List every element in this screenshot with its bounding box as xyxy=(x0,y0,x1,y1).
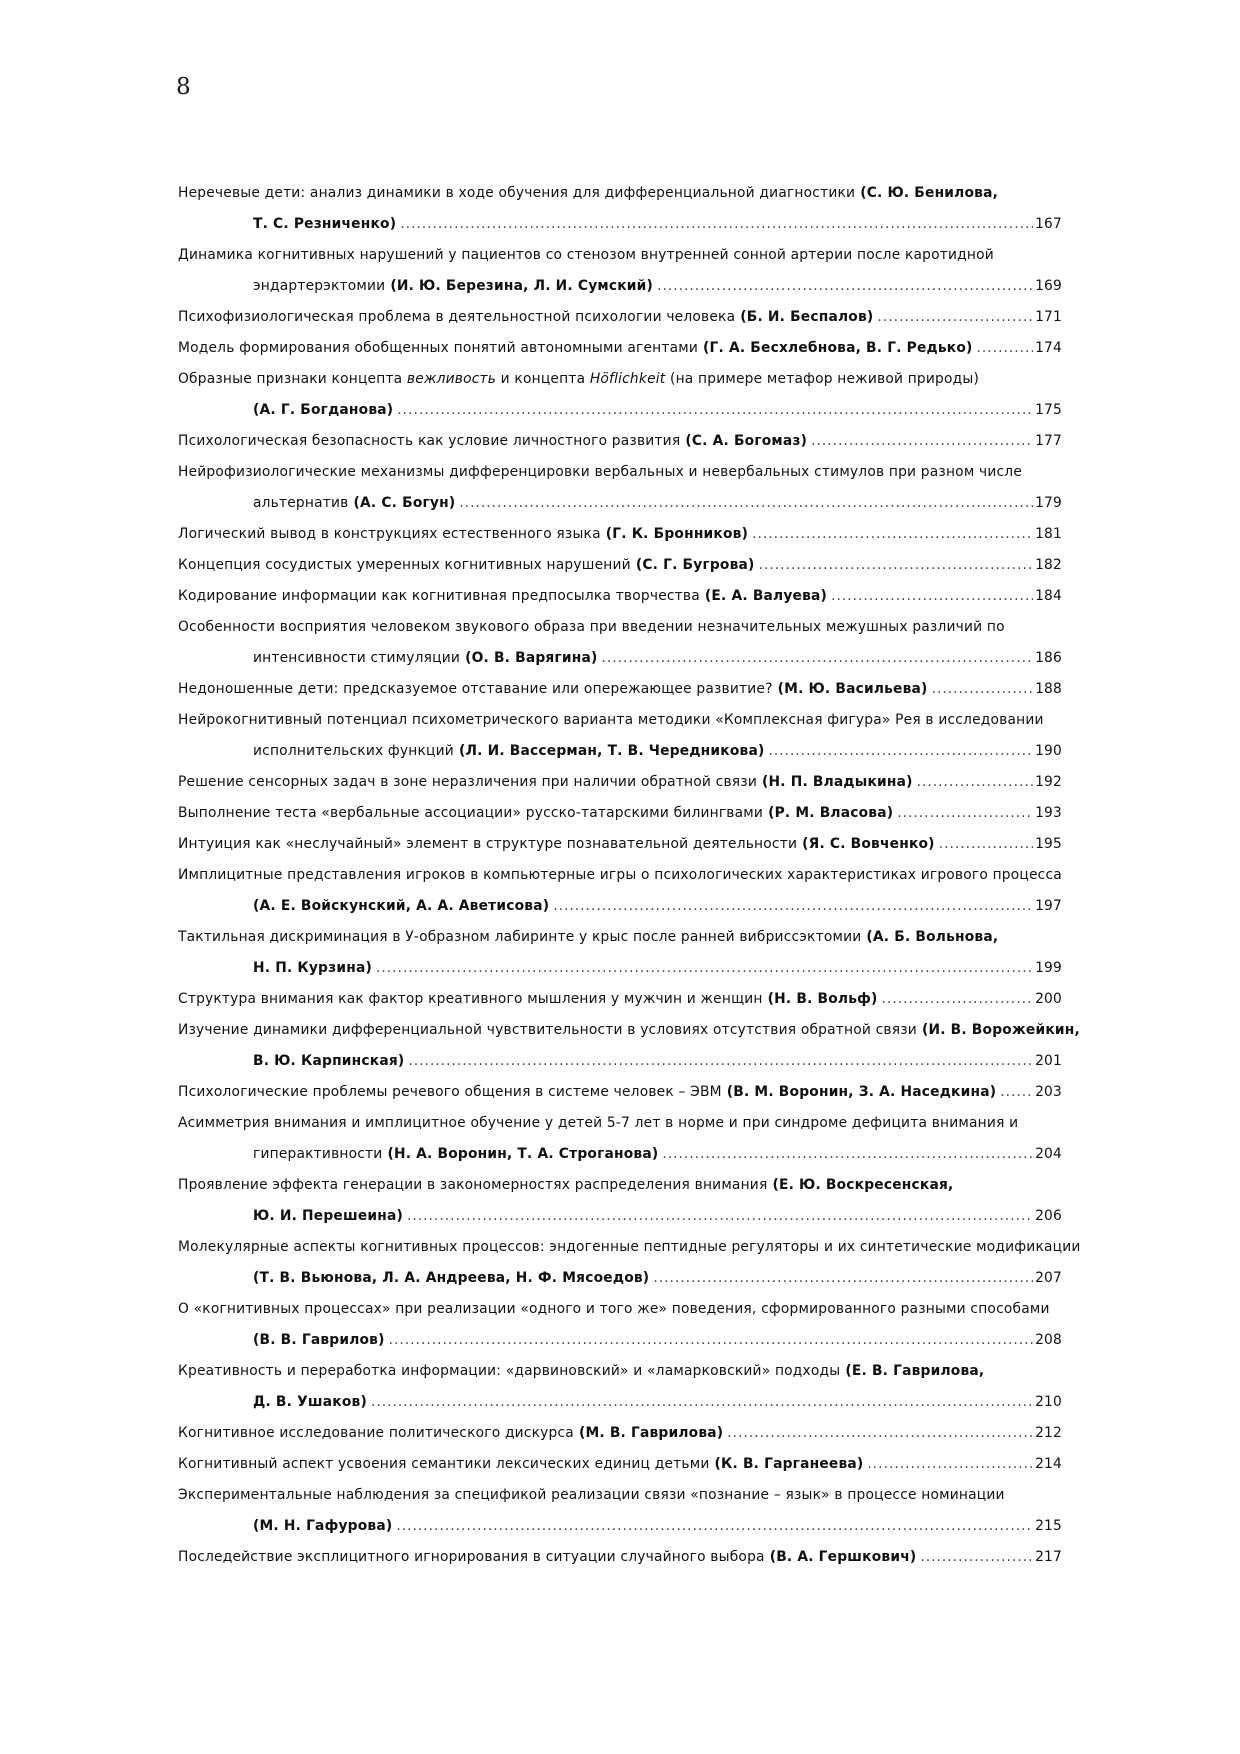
entry-title: Концепция сосудистых умеренных когнитивных нарушений xyxy=(178,557,631,573)
toc-entry[interactable] xyxy=(178,426,1062,457)
entry-authors-part: (С. Ю. Бенилова, xyxy=(860,185,999,201)
entry-authors: (Я. С. Вовченко) xyxy=(802,836,935,852)
leader-dots xyxy=(768,736,1033,767)
entry-page-number: 179 xyxy=(1035,495,1062,511)
leader-dots xyxy=(1000,1077,1033,1108)
entry-title: Кодирование информации как когнитивная предпосылка творчества xyxy=(178,588,700,604)
entry-title: Когнитивный аспект усвоения семантики лексических единиц детьми xyxy=(178,1456,710,1472)
entry-title: Выполнение теста «вербальные ассоциации» русско-татарскими билингвами xyxy=(178,805,764,821)
entry-page-number: 200 xyxy=(1035,991,1062,1007)
page-number: 8 xyxy=(176,74,191,100)
entry-title: О «когнитивных процессах» при реализации «одного и того же» поведения, сформированного разными способами xyxy=(178,1301,1050,1317)
entry-authors: (М. В. Гаврилова) xyxy=(578,1425,724,1441)
entry-title: Психологические проблемы речевого общения в системе человек – ЭВМ xyxy=(178,1084,722,1100)
toc-entry[interactable] xyxy=(178,550,1062,581)
entry-authors: (Т. В. Вьюнова, Л. А. Андреева, Н. Ф. Мясоедов) xyxy=(253,1270,650,1286)
entry-title: Проявление эффекта генерации в закономерностях распределения внимания xyxy=(178,1177,768,1193)
entry-title-continued: эндартерэктомии xyxy=(253,278,386,294)
entry-authors: (Г. К. Бронников) xyxy=(605,526,749,542)
leader-dots xyxy=(939,829,1033,860)
toc-entry[interactable] xyxy=(178,333,1062,364)
entry-authors: (О. В. Варягина) xyxy=(465,650,598,666)
entry-page-number: 188 xyxy=(1035,681,1062,697)
entry-title: Экспериментальные наблюдения за спецификой реализации связи «познание – язык» в процессе номинации xyxy=(178,1487,1005,1503)
leader-dots xyxy=(371,1387,1033,1418)
leader-dots xyxy=(396,1511,1033,1542)
entry-page-number: 217 xyxy=(1035,1549,1062,1565)
entry-authors: (К. В. Гарганеева) xyxy=(714,1456,864,1472)
entry-authors: (Р. М. Власова) xyxy=(768,805,894,821)
leader-dots xyxy=(759,550,1034,581)
leader-dots xyxy=(602,643,1034,674)
entry-page-number: 174 xyxy=(1035,340,1062,356)
entry-authors-part: (И. В. Ворожейкин, xyxy=(921,1022,1080,1038)
entry-title-continued: исполнительских функций xyxy=(253,743,454,759)
toc-entry[interactable] xyxy=(178,860,1062,922)
entry-authors: В. Ю. Карпинская) xyxy=(253,1053,405,1069)
entry-title: Недоношенные дети: предсказуемое отставание или опережающее развитие? xyxy=(178,681,773,697)
entry-authors: (А. Г. Богданова) xyxy=(253,402,394,418)
entry-title: Психологическая безопасность как условие личностного развития xyxy=(178,433,681,449)
toc-entry[interactable] xyxy=(178,1418,1062,1449)
entry-title: Особенности восприятия человеком звукового образа при введении незначительных межушных различий по xyxy=(178,619,1005,635)
entry-authors: (Г. А. Бесхлебнова, В. Г. Редько) xyxy=(703,340,973,356)
toc-entry[interactable] xyxy=(178,984,1062,1015)
entry-page-number: 175 xyxy=(1035,402,1062,418)
entry-page-number: 193 xyxy=(1035,805,1062,821)
leader-dots xyxy=(653,1263,1033,1294)
entry-title: Нейрокогнитивный потенциал психометрического варианта методики «Комплексная фигура» Рея в исследовании xyxy=(178,712,1044,728)
entry-title-continued: интенсивности стимуляции xyxy=(253,650,461,666)
entry-page-number: 207 xyxy=(1035,1270,1062,1286)
entry-title: Имплицитные представления игроков в компьютерные игры о психологических характеристиках игрового процесса xyxy=(178,867,1062,883)
entry-authors: (И. Ю. Березина, Л. И. Сумский) xyxy=(390,278,654,294)
entry-page-number: 212 xyxy=(1035,1425,1062,1441)
entry-authors: (Е. А. Валуева) xyxy=(704,588,828,604)
leader-dots xyxy=(867,1449,1033,1480)
toc-entry[interactable] xyxy=(178,1480,1062,1542)
entry-page-number: 181 xyxy=(1035,526,1062,542)
entry-authors: (А. С. Богун) xyxy=(353,495,456,511)
leader-dots xyxy=(662,1139,1033,1170)
entry-authors-part: (Е. В. Гаврилова, xyxy=(845,1363,985,1379)
leader-dots xyxy=(400,209,1033,240)
entry-page-number: 199 xyxy=(1035,960,1062,976)
leader-dots xyxy=(727,1418,1033,1449)
toc-entry[interactable] xyxy=(178,1170,1062,1232)
toc-entry[interactable] xyxy=(178,612,1062,674)
entry-title-continued: гиперактивности xyxy=(253,1146,383,1162)
entry-page-number: 214 xyxy=(1035,1456,1062,1472)
entry-title: Нейрофизиологические механизмы дифференцировки вербальных и невербальных стимулов при разном числе xyxy=(178,464,1023,480)
entry-page-number: 208 xyxy=(1035,1332,1062,1348)
entry-authors: Ю. И. Перешеина) xyxy=(253,1208,403,1224)
toc-entry[interactable] xyxy=(178,1015,1080,1077)
entry-title: Динамика когнитивных нарушений у пациентов со стенозом внутренней сонной артерии после каротидной xyxy=(178,247,994,263)
toc-entry[interactable] xyxy=(178,1294,1062,1356)
toc-entry[interactable] xyxy=(178,240,1062,302)
leader-dots xyxy=(932,674,1033,705)
toc-entry[interactable] xyxy=(178,1232,1081,1294)
entry-title: Тактильная дискриминация в У-образном лабиринте у крыс после ранней вибриссэктомии xyxy=(178,929,862,945)
entry-authors: Д. В. Ушаков) xyxy=(253,1394,367,1410)
toc-entry[interactable] xyxy=(178,674,1062,705)
entry-page-number: 184 xyxy=(1035,588,1062,604)
entry-title: Креативность и переработка информации: «дарвиновский» и «ламарковский» подходы xyxy=(178,1363,841,1379)
entry-title: Молекулярные аспекты когнитивных процессов: эндогенные пептидные регуляторы и их синтетические модификации xyxy=(178,1239,1081,1255)
leader-dots xyxy=(831,581,1033,612)
leader-dots xyxy=(811,426,1033,457)
entry-authors: (Б. И. Беспалов) xyxy=(740,309,874,325)
entry-page-number: 197 xyxy=(1035,898,1062,914)
entry-page-number: 192 xyxy=(1035,774,1062,790)
toc-entry[interactable] xyxy=(178,705,1062,767)
entry-title: Модель формирования обобщенных понятий автономными агентами xyxy=(178,340,699,356)
entry-authors: (В. М. Воронин, З. А. Наседкина) xyxy=(726,1084,997,1100)
entry-authors: (М. Н. Гафурова) xyxy=(253,1518,393,1534)
leader-dots xyxy=(882,984,1034,1015)
entry-page-number: 206 xyxy=(1035,1208,1062,1224)
toc-entry[interactable] xyxy=(178,798,1062,829)
leader-dots xyxy=(877,302,1033,333)
entry-page-number: 182 xyxy=(1035,557,1062,573)
entry-authors-part: (Е. Ю. Воскресенская, xyxy=(772,1177,954,1193)
toc-entry[interactable] xyxy=(178,1077,1062,1108)
toc-entry[interactable] xyxy=(178,829,1062,860)
entry-page-number: 190 xyxy=(1035,743,1062,759)
entry-title: Асимметрия внимания и имплицитное обучение у детей 5-7 лет в норме и при синдроме дефицита внимания и xyxy=(178,1115,1019,1131)
entry-authors: (Л. И. Вассерман, Т. В. Чередникова) xyxy=(458,743,765,759)
entry-page-number: 169 xyxy=(1035,278,1062,294)
entry-authors: (В. В. Гаврилов) xyxy=(253,1332,385,1348)
toc-entry[interactable] xyxy=(178,178,1062,240)
entry-authors: (А. Е. Войскунский, А. А. Аветисова) xyxy=(253,898,550,914)
entry-authors: (Н. А. Воронин, Т. А. Строганова) xyxy=(387,1146,659,1162)
entry-title: Изучение динамики дифференциальной чувствительности в условиях отсутствия обратной связи xyxy=(178,1022,917,1038)
entry-authors: (С. А. Богомаз) xyxy=(685,433,808,449)
entry-page-number: 195 xyxy=(1035,836,1062,852)
entry-title: Интуиция как «неслучайный» элемент в структуре познавательной деятельности xyxy=(178,836,798,852)
entry-authors-part: (А. Б. Вольнова, xyxy=(866,929,999,945)
toc-entry[interactable] xyxy=(178,457,1062,519)
toc-entry[interactable] xyxy=(178,364,1062,426)
toc-entry[interactable] xyxy=(178,767,1062,798)
leader-dots xyxy=(920,1542,1033,1573)
leader-dots xyxy=(752,519,1033,550)
toc-entry[interactable] xyxy=(178,581,1062,612)
entry-title: Решение сенсорных задач в зоне неразличения при наличии обратной связи xyxy=(178,774,757,790)
leader-dots xyxy=(376,953,1033,984)
italic-term: вежливость xyxy=(406,371,497,387)
leader-dots xyxy=(897,798,1033,829)
leader-dots xyxy=(397,395,1033,426)
table-of-contents xyxy=(178,178,1081,1573)
entry-authors: (Н. П. Владыкина) xyxy=(762,774,913,790)
entry-authors: (М. Ю. Васильева) xyxy=(777,681,928,697)
leader-dots xyxy=(917,767,1033,798)
entry-title: Последействие эксплицитного игнорирования в ситуации случайного выбора xyxy=(178,1549,765,1565)
toc-entry[interactable] xyxy=(178,1542,1062,1573)
entry-authors: (Н. В. Вольф) xyxy=(767,991,878,1007)
leader-dots xyxy=(553,891,1033,922)
entry-page-number: 204 xyxy=(1035,1146,1062,1162)
entry-authors: (В. А. Гершкович) xyxy=(769,1549,917,1565)
entry-page-number: 203 xyxy=(1035,1084,1062,1100)
entry-page-number: 215 xyxy=(1035,1518,1062,1534)
toc-entry[interactable] xyxy=(178,1108,1062,1170)
entry-title: Неречевые дети: анализ динамики в ходе обучения для дифференциальной диагностики xyxy=(178,185,856,201)
entry-title: Структура внимания как фактор креативного мышления у мужчин и женщин xyxy=(178,991,763,1007)
entry-title: Когнитивное исследование политического дискурса xyxy=(178,1425,574,1441)
toc-entry[interactable] xyxy=(178,1356,1062,1418)
leader-dots xyxy=(977,333,1034,364)
leader-dots xyxy=(459,488,1033,519)
italic-term: Höflichkeit xyxy=(589,371,666,387)
entry-authors: Н. П. Курзина) xyxy=(253,960,372,976)
entry-authors: (С. Г. Бугрова) xyxy=(635,557,755,573)
entry-title: Логический вывод в конструкциях естественного языка xyxy=(178,526,601,542)
toc-entry[interactable] xyxy=(178,1449,1062,1480)
leader-dots xyxy=(657,271,1033,302)
entry-page-number: 186 xyxy=(1035,650,1062,666)
leader-dots xyxy=(407,1201,1033,1232)
entry-page-number: 210 xyxy=(1035,1394,1062,1410)
toc-entry[interactable] xyxy=(178,922,1062,984)
entry-page-number: 177 xyxy=(1035,433,1062,449)
entry-authors: Т. С. Резниченко) xyxy=(253,216,397,232)
toc-entry[interactable] xyxy=(178,519,1062,550)
entry-title: Образные признаки концепта вежливость и концепта Höflichkeit (на примере метафор неживой природы) xyxy=(178,371,980,387)
leader-dots xyxy=(408,1046,1033,1077)
entry-page-number: 201 xyxy=(1035,1053,1062,1069)
entry-page-number: 171 xyxy=(1035,309,1062,325)
toc-entry[interactable] xyxy=(178,302,1062,333)
leader-dots xyxy=(389,1325,1033,1356)
entry-title-continued: альтернатив xyxy=(253,495,349,511)
entry-title: Психофизиологическая проблема в деятельностной психологии человека xyxy=(178,309,736,325)
entry-page-number: 167 xyxy=(1035,216,1062,232)
